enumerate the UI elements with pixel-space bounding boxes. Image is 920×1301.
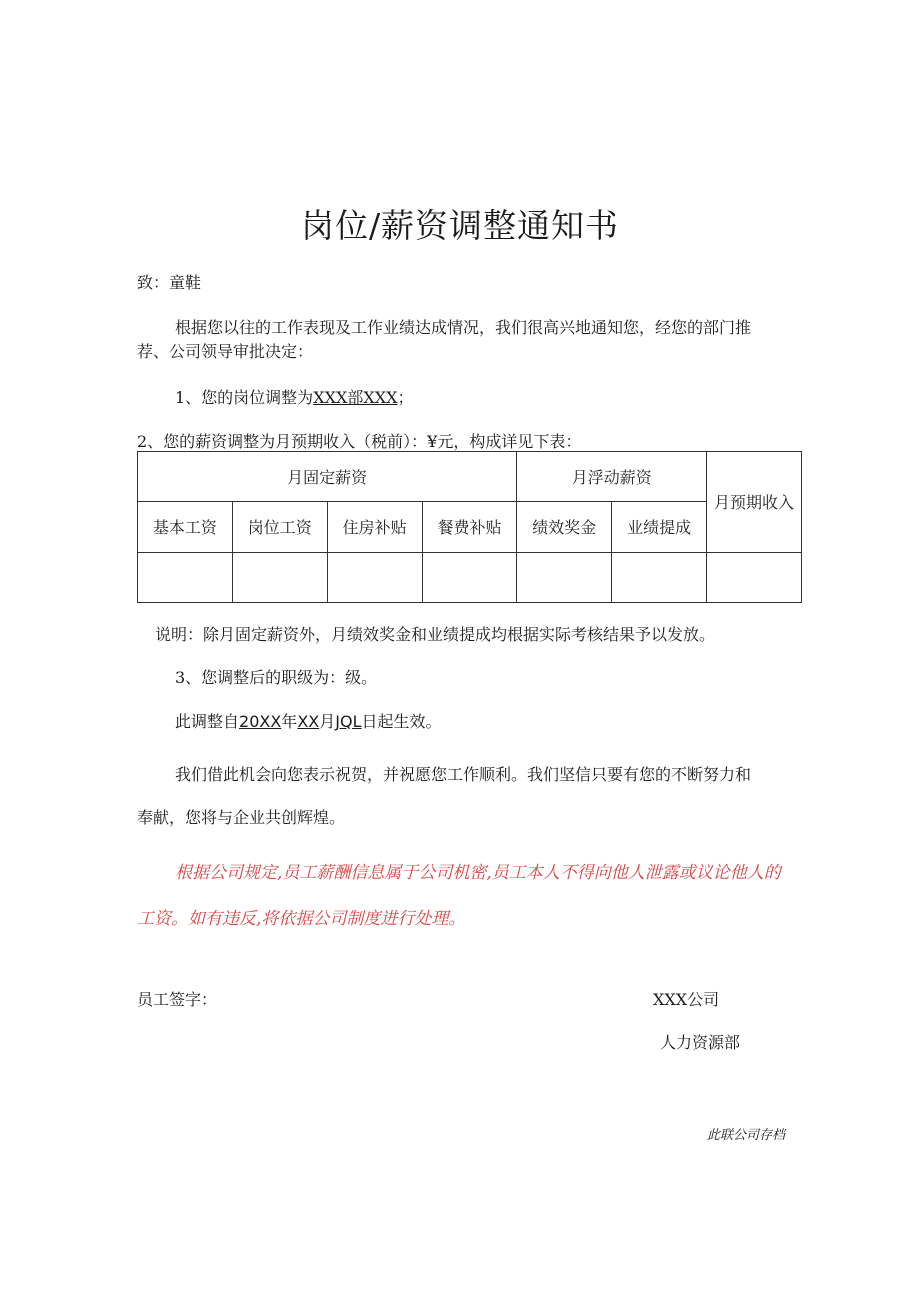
- col-header-position-salary: 岗位工资: [232, 502, 327, 552]
- company-name: XXX公司: [653, 990, 720, 1009]
- expected-income-header: 月预期收入: [707, 452, 802, 553]
- housing-allowance-cell: [327, 552, 422, 602]
- position-adjustment-item: [175, 385, 414, 408]
- confidentiality-warning-line1: 根据公司规定,员工薪酬信息属于公司机密,员工本人不得向他人泄露或议论他人的: [175, 863, 781, 883]
- page-title: 岗位/薪资调整通知书: [300, 206, 620, 245]
- fixed-salary-group-header: 月固定薪资: [138, 452, 517, 502]
- intro-paragraph-line2: 荐、公司领导审批决定：: [137, 342, 314, 361]
- col-header-meal-allowance: 餐费补贴: [422, 502, 517, 552]
- department-name: 人力资源部: [660, 1033, 741, 1052]
- effective-month: XX: [297, 712, 320, 731]
- confidentiality-warning-line2: 工资。如有违反,将依据公司制度进行处理。: [137, 909, 466, 929]
- archive-note: 此联公司存档: [707, 1128, 786, 1143]
- congratulation-line2: 奉献，您将与企业共创辉煌。: [137, 808, 346, 827]
- meal-allowance-cell: [422, 552, 517, 602]
- effective-suffix: 日起生效。: [361, 712, 442, 731]
- effective-year: 20XX: [239, 712, 282, 731]
- expected-income-cell: [707, 552, 802, 602]
- col-header-housing-allowance: 住房补贴: [327, 502, 422, 552]
- base-salary-cell: [138, 552, 233, 602]
- year-unit: 年: [281, 712, 298, 731]
- salary-note: 说明：除月固定薪资外，月绩效奖金和业绩提成均根据实际考核结果予以发放。: [155, 625, 716, 644]
- position-suffix: ；: [397, 388, 414, 407]
- sales-commission-cell: [612, 552, 707, 602]
- employee-signature-label: 员工签字：: [137, 990, 218, 1009]
- effective-day: JQL: [335, 712, 362, 731]
- floating-salary-group-header: 月浮动薪资: [517, 452, 707, 502]
- new-position-value: XXX部XXX: [313, 388, 398, 407]
- month-unit: 月: [319, 712, 336, 731]
- col-header-base-salary: 基本工资: [138, 502, 233, 552]
- grade-adjustment-item: 3、您调整后的职级为：级。: [175, 668, 378, 687]
- effective-prefix: 此调整自: [175, 712, 240, 731]
- col-header-performance-bonus: 绩效奖金: [517, 502, 612, 552]
- congratulation-line1: 我们借此机会向您表示祝贺，并祝愿您工作顺利。我们坚信只要有您的不断努力和: [175, 765, 752, 784]
- salary-structure-table: [137, 451, 802, 603]
- performance-bonus-cell: [517, 552, 612, 602]
- effective-date-line: [175, 709, 442, 732]
- position-prefix: 1、您的岗位调整为: [175, 388, 314, 407]
- intro-paragraph-line1: 根据您以往的工作表现及工作业绩达成情况，我们很高兴地通知您，经您的部门推: [175, 318, 752, 337]
- position-salary-cell: [232, 552, 327, 602]
- col-header-sales-commission: 业绩提成: [612, 502, 707, 552]
- salary-adjustment-item: 2、您的薪资调整为月预期收入（税前）：¥元，构成详见下表：: [137, 432, 582, 451]
- recipient-line: 致：童鞋: [137, 273, 202, 292]
